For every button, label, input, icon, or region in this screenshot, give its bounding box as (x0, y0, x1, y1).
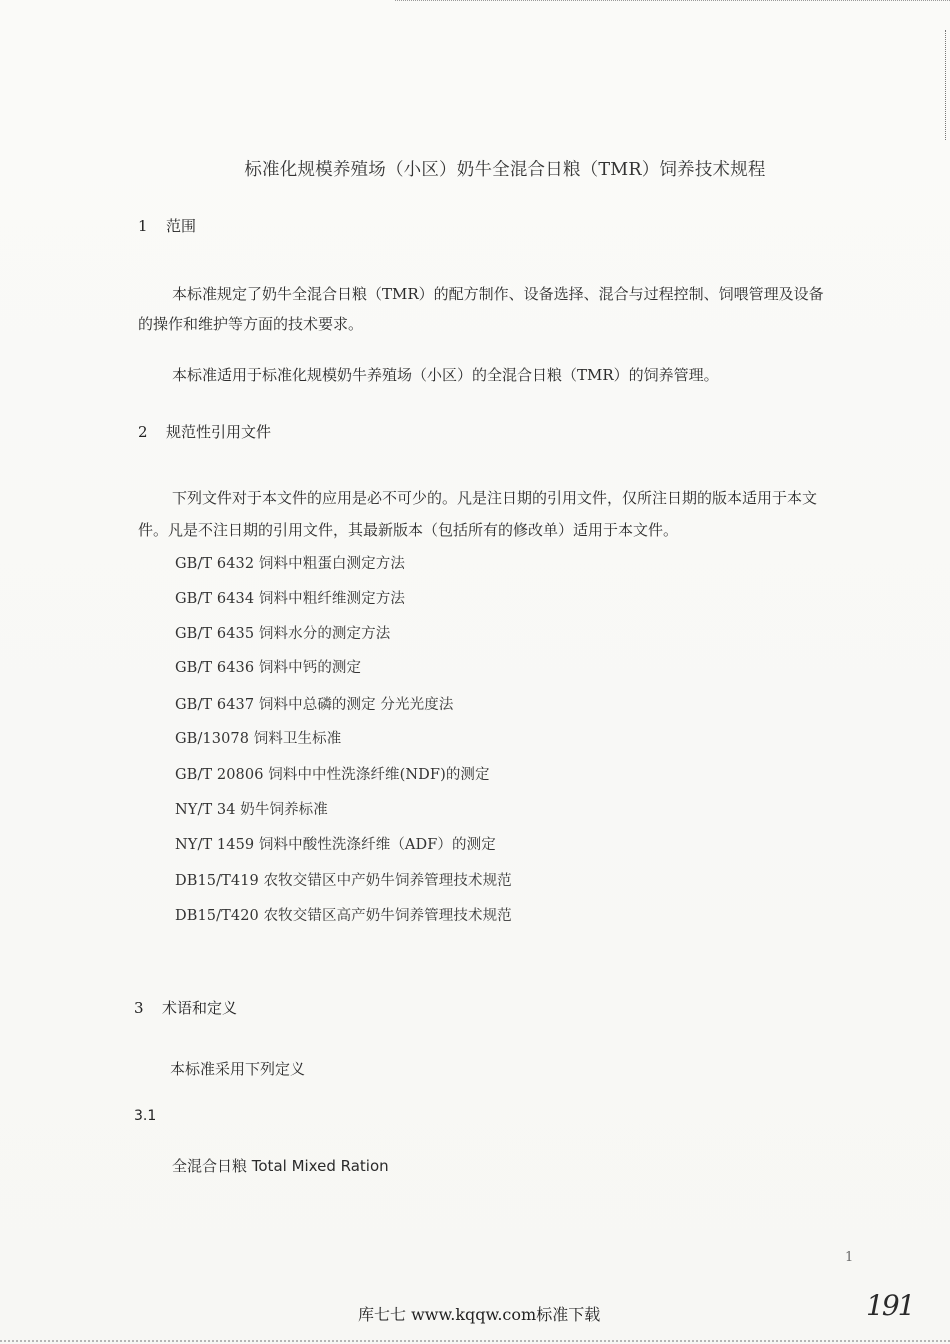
section-1-title: 范围 (166, 217, 197, 235)
section-2-paragraph-line-2: 件。凡是不注日期的引用文件，其最新版本（包括所有的修改单）适用于本文件。 (138, 521, 679, 539)
reference-item: NY/T 1459 饲料中酸性洗涤纤维（ADF）的测定 (175, 837, 496, 853)
reference-item: GB/T 20806 饲料中中性洗涤纤维(NDF)的测定 (175, 767, 490, 783)
reference-item: GB/T 6437 饲料中总磷的测定 分光光度法 (175, 697, 454, 713)
reference-item: DB15/T420 农牧交错区高产奶牛饲养管理技术规范 (175, 908, 512, 924)
reference-item: GB/T 6432 饲料中粗蛋白测定方法 (175, 556, 405, 572)
reference-item: NY/T 34 奶牛饲养标准 (175, 802, 328, 818)
section-2-number: 2 (138, 423, 148, 441)
section-1-number: 1 (138, 217, 148, 235)
scan-edge-top (395, 0, 950, 4)
section-3-number: 3 (134, 999, 144, 1017)
reference-item: GB/13078 饲料卫生标准 (175, 731, 342, 747)
section-2-title: 规范性引用文件 (166, 423, 272, 441)
section-3-heading (134, 998, 237, 1018)
section-1-paragraph-1-line-2: 的操作和维护等方面的技术要求。 (138, 315, 364, 333)
section-2-heading (138, 422, 271, 442)
section-3-paragraph: 本标准采用下列定义 (170, 1060, 306, 1078)
document-title: 标准化规模养殖场（小区）奶牛全混合日粮（TMR）饲养技术规程 (244, 160, 766, 180)
subsection-3-1-number: 3.1 (134, 1108, 157, 1124)
reference-item: GB/T 6435 饲料水分的测定方法 (175, 626, 391, 642)
term-definition (172, 1156, 389, 1176)
section-1-paragraph-1-line-1: 本标准规定了奶牛全混合日粮（TMR）的配方制作、设备选择、混合与过程控制、饲喂管理及设备 (172, 285, 824, 303)
section-2-paragraph-line-1: 下列文件对于本文件的应用是必不可少的。凡是注日期的引用文件，仅所注日期的版本适用于本文 (172, 489, 818, 507)
scan-edge-bottom (0, 1336, 950, 1342)
reference-item: GB/T 6434 饲料中粗纤维测定方法 (175, 591, 405, 607)
section-1-paragraph-2: 本标准适用于标准化规模奶牛养殖场（小区）的全混合日粮（TMR）的饲养管理。 (172, 366, 719, 384)
scan-edge-right (942, 30, 946, 140)
page-number: 1 (845, 1250, 854, 1265)
reference-item: DB15/T419 农牧交错区中产奶牛饲养管理技术规范 (175, 873, 512, 889)
term-text: 全混合日粮 Total Mixed Ration (172, 1157, 389, 1175)
footer-watermark: 库七七 www.kqqw.com标准下载 (358, 1305, 601, 1324)
handwritten-page-mark: 191 (866, 1289, 914, 1322)
section-1-heading (138, 216, 196, 236)
section-3-title: 术语和定义 (162, 999, 238, 1017)
reference-item: GB/T 6436 饲料中钙的测定 (175, 660, 362, 676)
